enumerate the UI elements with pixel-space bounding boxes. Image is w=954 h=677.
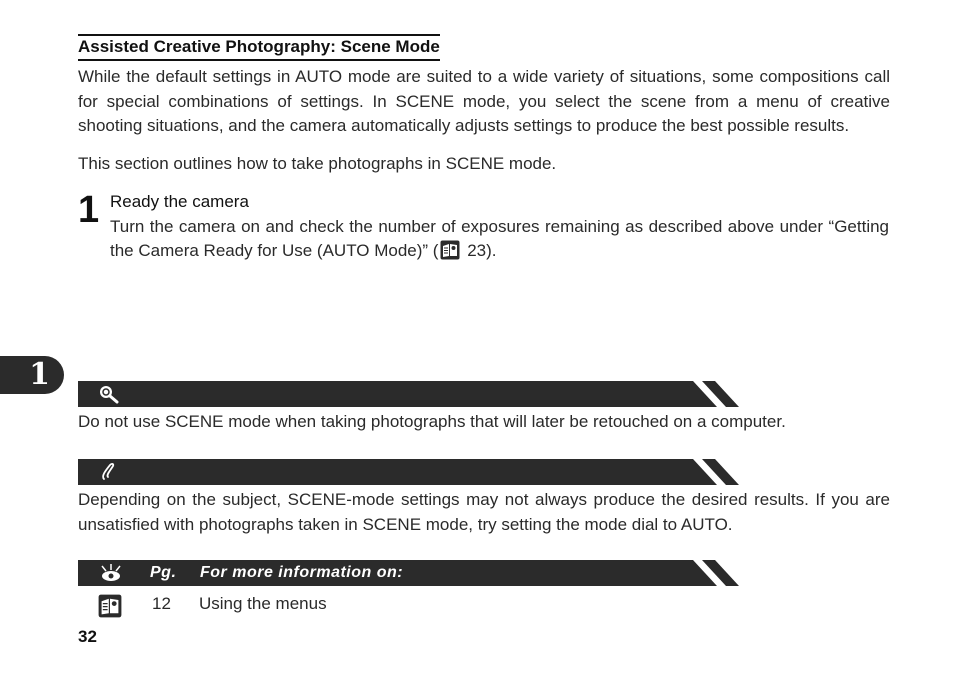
step-body bbox=[110, 215, 889, 263]
intro-paragraph-1: While the default settings in AUTO mode are suited to a wide variety of situations, some compositions call for special combinations of settings. In SCENE mode, you select the scene from a menu of creative shooting situations, and the camera automatically adjusts settings to produce the best possible results. bbox=[78, 67, 890, 135]
note-text: Depending on the subject, SCENE-mode settings may not always produce the desired results. If you are unsatisfied with photographs taken in SCENE mode, try setting the mode dial to AUTO. bbox=[78, 490, 890, 534]
page-number: 32 bbox=[78, 627, 97, 646]
section-title: Assisted Creative Photography: Scene Mode bbox=[78, 34, 440, 61]
caution-bar-shape bbox=[78, 381, 739, 407]
step-title: Ready the camera bbox=[110, 192, 249, 211]
menu-book-icon bbox=[440, 240, 460, 260]
more-info-page-header: Pg. bbox=[150, 564, 177, 581]
caution-text: Do not use SCENE mode when taking photographs that will later be retouched on a computer. bbox=[78, 412, 786, 431]
intro-paragraph-2: This section outlines how to take photographs in SCENE mode. bbox=[78, 154, 557, 173]
note-bar-shape bbox=[78, 459, 739, 485]
reference-page: 12 bbox=[152, 594, 171, 613]
chapter-tab-label: 1 bbox=[29, 357, 50, 392]
caution-bar bbox=[78, 381, 739, 407]
step-body-text: Turn the camera on and check the number of exposures remaining as described above under “Getting the Camera Ready for Use (AUTO Mode)” ( bbox=[110, 217, 889, 260]
more-info-bar-shape bbox=[78, 560, 739, 586]
eye-icon bbox=[98, 563, 124, 583]
more-info-bar bbox=[78, 560, 739, 586]
step-body-end: ). bbox=[486, 241, 497, 260]
menu-book-icon bbox=[98, 594, 122, 618]
step-number: 1 bbox=[78, 189, 100, 231]
more-info-label: For more information on: bbox=[200, 564, 404, 581]
magnifier-caution-icon bbox=[98, 384, 120, 404]
chapter-tab bbox=[0, 356, 64, 394]
note-bar bbox=[78, 459, 739, 485]
reference-topic: Using the menus bbox=[199, 594, 327, 613]
step-body-ref: 23 bbox=[467, 241, 487, 260]
pencil-note-icon bbox=[98, 462, 120, 482]
